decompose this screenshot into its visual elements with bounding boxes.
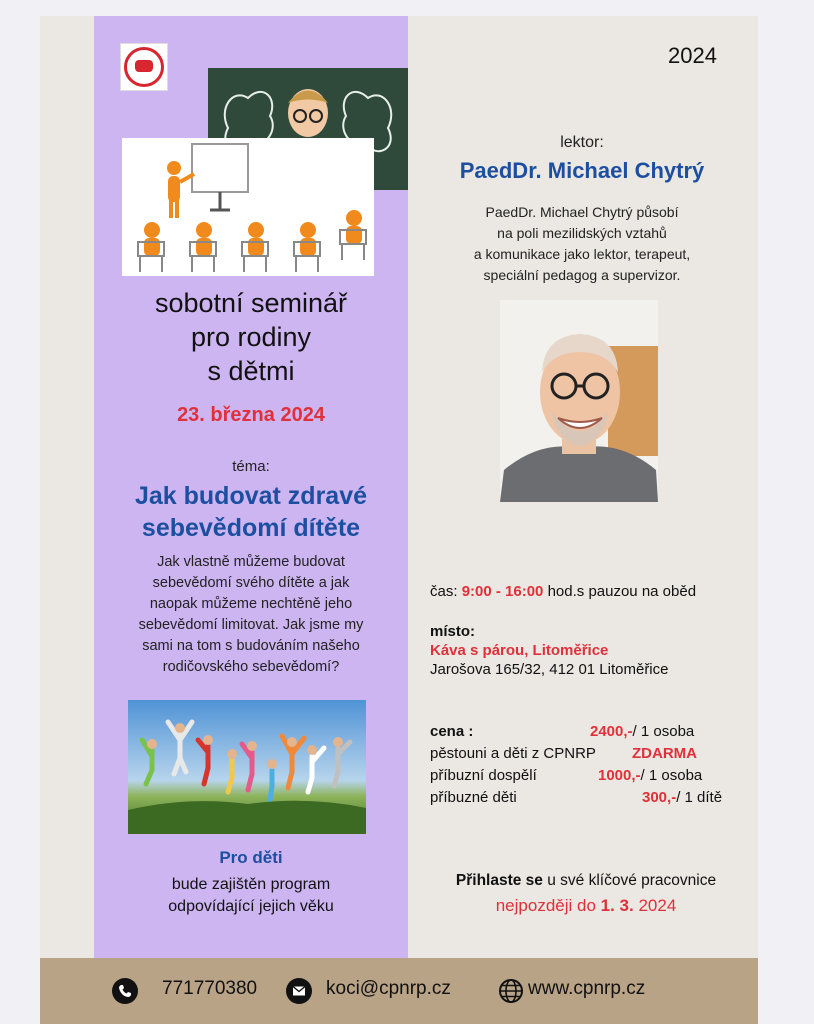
lecturer-desc-line: a komunikace jako lektor, terapeut, [473, 246, 691, 262]
website-link[interactable]: www.cpnrp.cz [528, 978, 646, 999]
signup-info [428, 872, 744, 890]
phone-number[interactable]: 771770380 [162, 978, 258, 999]
price-row [430, 767, 730, 789]
price-amount: 300,- [642, 789, 677, 806]
event-title-line: sobotní seminář [154, 288, 348, 318]
globe-icon [498, 978, 524, 1004]
flyer-page [40, 16, 758, 1024]
deadline-year: 2024 [633, 896, 677, 915]
price-value [642, 789, 722, 806]
organization-logo [120, 43, 168, 91]
price-label: pěstouni a děti z CPNRP [430, 745, 596, 762]
price-unit: / 1 dítě [676, 789, 723, 806]
price-label: příbuzné děti [430, 789, 517, 806]
event-title-line: pro rodiny [190, 322, 312, 352]
time-note: hod.s pauzou na oběd [547, 583, 697, 600]
lecturer-name: PaedDr. Michael Chytrý [459, 158, 705, 183]
theme-desc-line: sami na tom s budováním našeho [142, 638, 360, 654]
event-title [94, 286, 408, 388]
signup-rest: u své klíčové pracovnice [542, 872, 717, 889]
time-info [430, 583, 696, 600]
time-range: 9:00 - 16:00 [461, 583, 544, 600]
price-value [598, 767, 702, 784]
theme-description [110, 552, 392, 678]
price-row [430, 723, 730, 745]
price-label: příbuzní dospělí [430, 767, 537, 784]
year-label: 2024 [668, 43, 717, 68]
kids-program-title: Pro děti [219, 848, 283, 867]
lecturer-photo [500, 300, 658, 502]
contact-footer [40, 958, 758, 1024]
theme-title-line: sebevědomí dítěte [141, 514, 361, 542]
signup-bold: Přihlaste se [455, 872, 543, 889]
price-unit: / 1 osoba [632, 723, 695, 740]
theme-desc-line: Jak vlastně můžeme budovat [157, 554, 345, 570]
lecturer-description [422, 202, 742, 286]
phone-icon [112, 978, 138, 1004]
theme-desc-line: rodičovského sebevědomí? [162, 659, 340, 675]
event-date: 23. března 2024 [177, 404, 325, 426]
lecturer-desc-line: PaedDr. Michael Chytrý působí [485, 204, 679, 220]
price-row [430, 789, 730, 811]
lecturer-label: lektor: [560, 134, 604, 151]
lecturer-desc-line: speciální pedagog a supervizor. [483, 267, 681, 283]
place-name: Káva s párou, Litoměřice [430, 642, 609, 659]
email-address[interactable]: koci@cpnrp.cz [326, 978, 451, 999]
signup-deadline [428, 896, 744, 916]
theme-label: téma: [232, 458, 270, 475]
price-amount: 2400,- [590, 723, 633, 740]
jumping-kids-photo [128, 700, 366, 834]
time-label: čas: [430, 583, 458, 600]
kids-desc-line: bude zajištěn program [171, 876, 331, 893]
deadline-prefix: nejpozději do [495, 896, 601, 915]
theme-title-line: Jak budovat zdravé [134, 482, 368, 510]
theme-desc-line: sebevědomí svého dítěte a jak [152, 575, 350, 591]
price-amount: 1000,- [598, 767, 641, 784]
place-address: Jarošova 165/32, 412 01 Litoměřice [430, 661, 669, 678]
price-amount: ZDARMA [632, 745, 697, 762]
theme-title [94, 480, 408, 544]
place-label: místo: [430, 623, 475, 640]
price-unit: / 1 osoba [640, 767, 703, 784]
price-label: cena : [430, 723, 474, 740]
price-row [430, 745, 730, 767]
logo-emblem-icon [124, 47, 164, 87]
email-icon [286, 978, 312, 1004]
lecturer-desc-line: na poli mezilidských vztahů [497, 225, 667, 241]
event-title-line: s dětmi [207, 356, 295, 386]
kids-program-description [94, 874, 408, 918]
seminar-illustration [122, 138, 374, 276]
price-value [590, 723, 694, 740]
kids-desc-line: odpovídající jejich věku [168, 898, 334, 915]
deadline-date: 1. 3. [600, 896, 634, 915]
theme-desc-line: naopak můžeme nechtěně jeho [149, 596, 353, 612]
theme-desc-line: sebevědomí limitovat. Jak jsme my [138, 617, 364, 633]
price-value [632, 745, 697, 762]
